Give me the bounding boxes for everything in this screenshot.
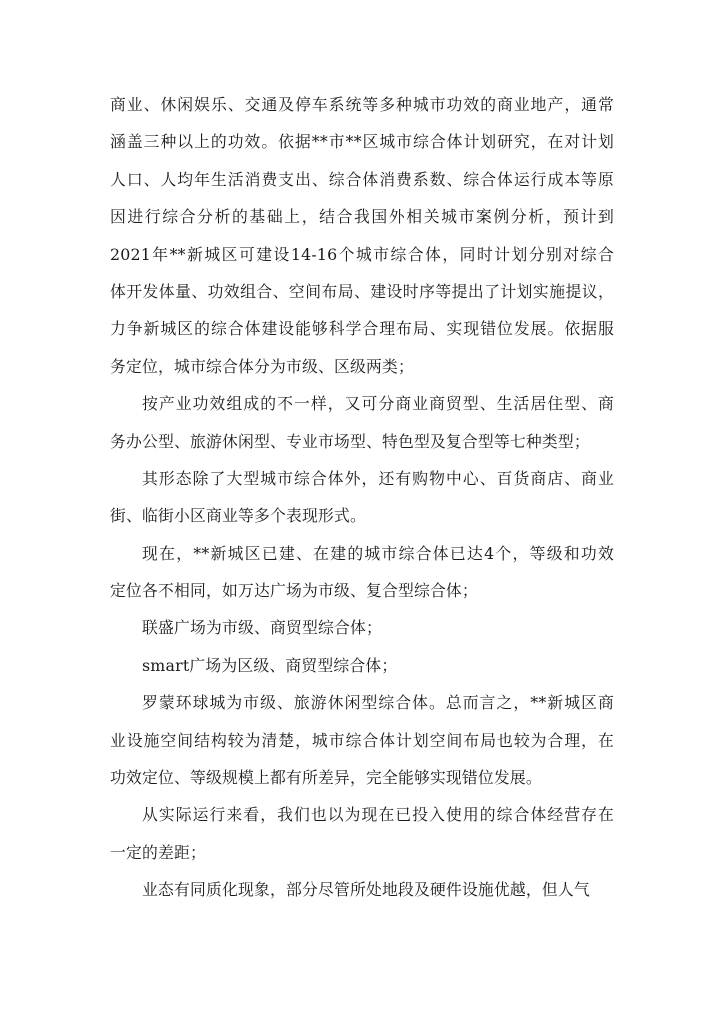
document-page <box>110 86 614 909</box>
text-line: 务办公型、旅游休闲型、专业市场型、特色型及复合型等七种类型； <box>110 431 590 451</box>
text-line: 涵盖三种以上的功效。依据**市**区城市综合体计划研究，在对计划 <box>110 132 614 152</box>
paragraph <box>110 796 614 871</box>
text-line: 街、临街小区商业等多个表现形式。 <box>110 506 366 526</box>
text-line: 业态有同质化现象，部分尽管所处地段及硬件设施优越，但人气 <box>142 880 590 900</box>
text-line: 因进行综合分析的基础上，结合我国外相关城市案例分析，预计到 <box>110 207 614 227</box>
text-line: 按产业功效组成的不一样，又可分商业商贸型、生活居住型、商 <box>142 394 614 414</box>
text-line: 业设施空间结构较为清楚，城市综合体计划空间布局也较为合理，在 <box>110 730 614 750</box>
text-line: 力争新城区的综合体建设能够科学合理布局、实现错位发展。依据服 <box>110 319 614 339</box>
paragraph <box>110 684 614 796</box>
text-line: 体开发体量、功效组合、空间布局、建设时序等提出了计划实施提议， <box>110 281 614 301</box>
text-line: 其形态除了大型城市综合体外，还有购物中心、百货商店、商业 <box>142 468 614 488</box>
paragraph <box>110 385 614 460</box>
paragraph <box>110 609 614 646</box>
paragraph <box>110 460 614 535</box>
text-line: 罗蒙环球城为市级、旅游休闲型综合体。总而言之，**新城区商 <box>142 693 614 713</box>
text-line: 联盛广场为市级、商贸型综合体； <box>142 618 382 638</box>
text-line: 功效定位、等级规模上都有所差异，完全能够实现错位发展。 <box>110 768 542 788</box>
text-line: 人口、人均年生活消费支出、综合体消费系数、综合体运行成本等原 <box>110 169 614 189</box>
text-line: 2021年**新城区可建设14-16个城市综合体，同时计划分别对综合 <box>110 244 614 264</box>
text-line: 现在，**新城区已建、在建的城市综合体已达4个，等级和功效 <box>142 543 614 563</box>
paragraph <box>110 535 614 610</box>
text-line: 一定的差距； <box>110 842 206 862</box>
paragraph <box>110 647 614 684</box>
text-line: smart广场为区级、商贸型综合体； <box>142 655 398 675</box>
text-line: 务定位，城市综合体分为市级、区级两类； <box>110 356 414 376</box>
text-line: 定位各不相同，如万达广场为市级、复合型综合体； <box>110 581 478 601</box>
text-line: 从实际运行来看，我们也以为现在已投入使用的综合体经营存在 <box>142 805 614 825</box>
paragraph <box>110 871 614 908</box>
text-line: 商业、休闲娱乐、交通及停车系统等多种城市功效的商业地产，通常 <box>110 95 614 114</box>
paragraph <box>110 86 614 385</box>
